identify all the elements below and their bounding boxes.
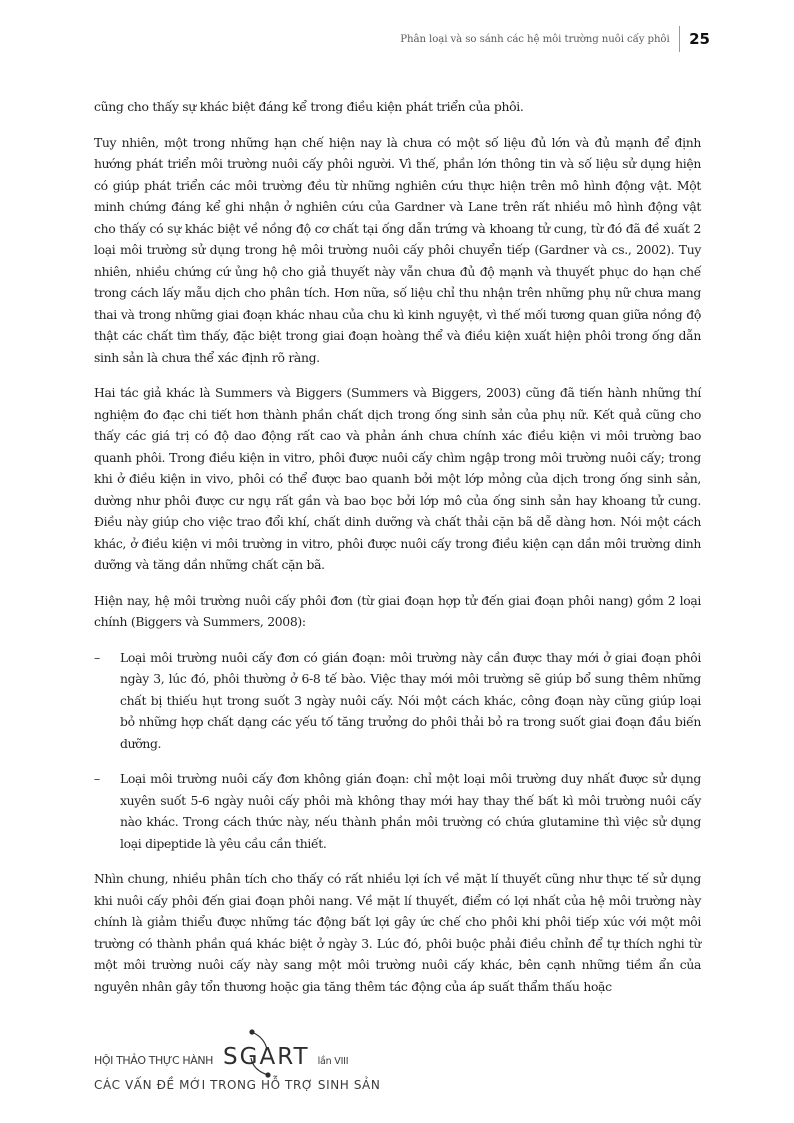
body-text xyxy=(94,96,701,1011)
paragraph: Tuy nhiên, một trong những hạn chế hiện nay là chưa có một số liệu đủ lớn và đủ mạnh để định hướng phát triển môi trường nuôi cấy phôi người. Vì thế, phần lớn thông tin và số liệu sử dụng hiện có giúp phát triển các môi trường đều từ những nghiên cứu thực hiện trên mô hình động vật. Một minh chứng đáng kể ghi nhận ở nghiên cứu của Gardner và Lane trên rất nhiều mô hình động vật cho thấy có sự khác biệt về nồng độ cơ chất tại ống dẫn trứng và khoang tử cung, từ đó đã đề xuất 2 loại môi trường sử dụng trong hệ môi trường nuôi cấy phôi chuyển tiếp (Gardner và cs., 2002). Tuy nhiên, nhiều chứng cứ ủng hộ cho giả thuyết này vẫn chưa đủ độ mạnh và thuyết phục do hạn chế trong cách lấy mẫu dịch cho phân tích. Hơn nữa, số liệu chỉ thu nhận trên những phụ nữ chưa mang thai và trong những giai đoạn khác nhau của chu kì kinh nguyệt, vì thế mối tương quan giữa nồng độ thật các chất tìm thấy, đặc biệt trong giai đoạn hoàng thể và điều kiện xuất hiện phôi trong ống dẫn sinh sản là chưa thể xác định rõ ràng. xyxy=(94,134,701,365)
paragraph: Hai tác giả khác là Summers và Biggers (Summers và Biggers, 2003) cũng đã tiến hành những thí nghiệm đo đạc chi tiết hơn thành phần chất dịch trong ống sinh sản của phụ nữ. Kết quả cũng cho thấy các giá trị có độ dao động rất cao và phản ánh chưa chính xác điều kiện vi môi trường bao quanh phôi. Trong điều kiện in vitro, phôi được nuôi cấy chìm ngập trong môi trường nuôi cấy; trong khi ở điều kiện in vivo, phôi có thể được bao quanh bởi một lớp mỏng của dịch trong ống sinh sản, dường như phôi được cư ngụ rất gần và bao bọc bởi lớp mô của ống sinh sản hay khoang tử cung. Điều này giúp cho việc trao đổi khí, chất dinh dưỡng và chất thải cặn bã dễ dàng hơn. Nói một cách khác, ở điều kiện vi môi trường in vitro, phôi được nuôi cấy trong điều kiện cạn dần môi trường dinh dưỡng và tăng dần những chất cặn bã. xyxy=(94,385,701,572)
sgart-logo xyxy=(223,1044,310,1070)
edition-label: lần VIII xyxy=(317,1056,349,1067)
list-item-text: Loại môi trường nuôi cấy đơn có gián đoạn: môi trường này cần được thay mới ở giai đoạn phôi ngày 3, lúc đó, phôi thường ở 6-8 tế bào. Việc thay mới môi trường sẽ giúp bổ sung thêm những chất bị thiếu hụt trong suốt 3 ngày nuôi cấy. Nói một cách khác, công đoạn này cũng giúp loại bỏ những hợp chất dạng các yếu tố tăng trưởng do phôi thải bỏ ra trong suốt giai đoạn đầu biến dưỡng. xyxy=(120,649,701,751)
footer-event-line xyxy=(94,1044,348,1070)
page-number: 25 xyxy=(689,30,710,48)
paragraph: Hiện nay, hệ môi trường nuôi cấy phôi đơn (từ giai đoạn hợp tử đến giai đoạn phôi nang) gồm 2 loại chính (Biggers và Summers, 2008): xyxy=(94,592,701,629)
dash-bullet-icon: – xyxy=(94,649,100,665)
header-divider xyxy=(679,26,681,52)
paragraph: cũng cho thấy sự khác biệt đáng kể trong điều kiện phát triển của phôi. xyxy=(94,99,524,114)
footer-subtitle: CÁC VẤN ĐỀ MỚI TRONG HỖ TRỢ SINH SẢN xyxy=(94,1078,381,1092)
paragraph: Nhìn chung, nhiều phân tích cho thấy có rất nhiều lợi ích về mặt lí thuyết cũng như thực tế sử dụng khi nuôi cấy phôi đến giai đoạn phôi nang. Về mặt lí thuyết, điểm có lợi nhất của hệ môi trường này chính là giảm thiểu được những tác động bất lợi gây ức chế cho phôi khi phôi tiếp xúc với một môi trường có thành phần quá khác biệt ở ngày 3. Lúc đó, phôi buộc phải điều chỉnh để tự thích nghi từ một môi trường nuôi cấy này sang một môi trường nuôi cấy khác, bên cạnh những tiềm ẩn của nguyên nhân gây tổn thương hoặc gia tăng thêm tác động của áp suất thẩm thấu hoặc xyxy=(94,871,701,994)
dash-bullet-icon: – xyxy=(94,771,100,786)
list-item xyxy=(94,768,701,854)
event-name: HỘI THẢO THỰC HÀNH xyxy=(94,1054,214,1067)
list-item-text: Loại môi trường nuôi cấy đơn không gián đoạn: chỉ một loại môi trường duy nhất được sử dụng xuyên suốt 5-6 ngày nuôi cấy phôi mà không thay mới hay thay thế bất kì môi trường nuôi cấy nào khác. Trong cách thức này, nếu thành phần môi trường có chứa glutamine thì việc sử dụng loại dipeptide là yêu cầu cần thiết. xyxy=(120,771,701,851)
bullet-list xyxy=(94,647,701,855)
footer-branding xyxy=(94,1030,414,1100)
running-header xyxy=(400,26,710,52)
logo-text: SGART xyxy=(223,1044,310,1070)
list-item xyxy=(94,647,701,755)
running-title: Phân loại và so sánh các hệ môi trường nuôi cấy phôi xyxy=(400,33,670,45)
